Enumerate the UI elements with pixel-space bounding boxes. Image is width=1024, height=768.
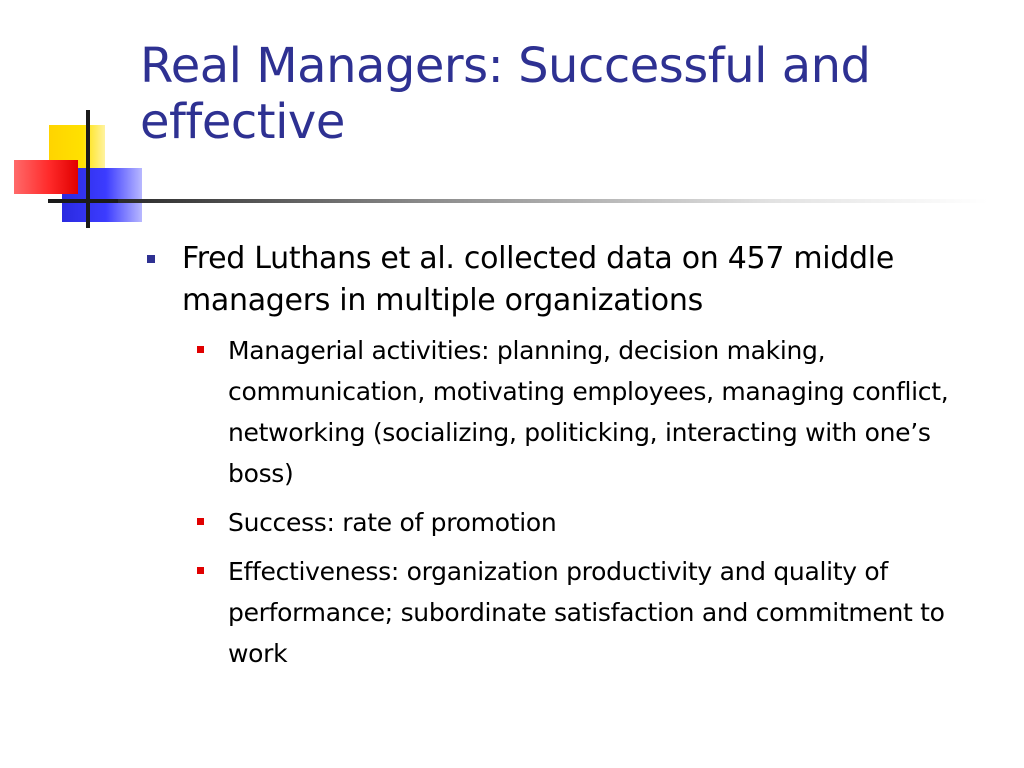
square-bullet-icon (147, 255, 155, 263)
slide-title: Real Managers: Successful and effective (140, 38, 871, 150)
sub-bullet-text: Effectiveness: organization productivity and quality of performance; subordinate satisfaction and commitment to work (228, 557, 945, 668)
sub-bullet-text: Managerial activities: planning, decision making, communication, motivating employees, managing conflict, networking (socializing, politicking, interacting with one’s boss) (228, 336, 949, 488)
square-bullet-icon (197, 567, 204, 574)
sub-bullet-item (228, 330, 1000, 494)
slide-content (140, 238, 1000, 682)
sub-bullet-text: Success: rate of promotion (228, 508, 557, 537)
logo-red-square (14, 160, 78, 194)
slide-logo-decoration (0, 0, 150, 240)
bullet-text: Fred Luthans et al. collected data on 457 middle managers in multiple organizations (182, 241, 894, 318)
logo-horizontal-line (48, 199, 118, 203)
title-divider-line (118, 199, 988, 203)
sub-bullet-item (228, 551, 1000, 674)
sub-bullet-list (140, 330, 1000, 674)
square-bullet-icon (197, 518, 204, 525)
bullet-item (140, 238, 1000, 322)
logo-vertical-line (86, 110, 90, 228)
square-bullet-icon (197, 346, 204, 353)
sub-bullet-item (228, 502, 1000, 543)
